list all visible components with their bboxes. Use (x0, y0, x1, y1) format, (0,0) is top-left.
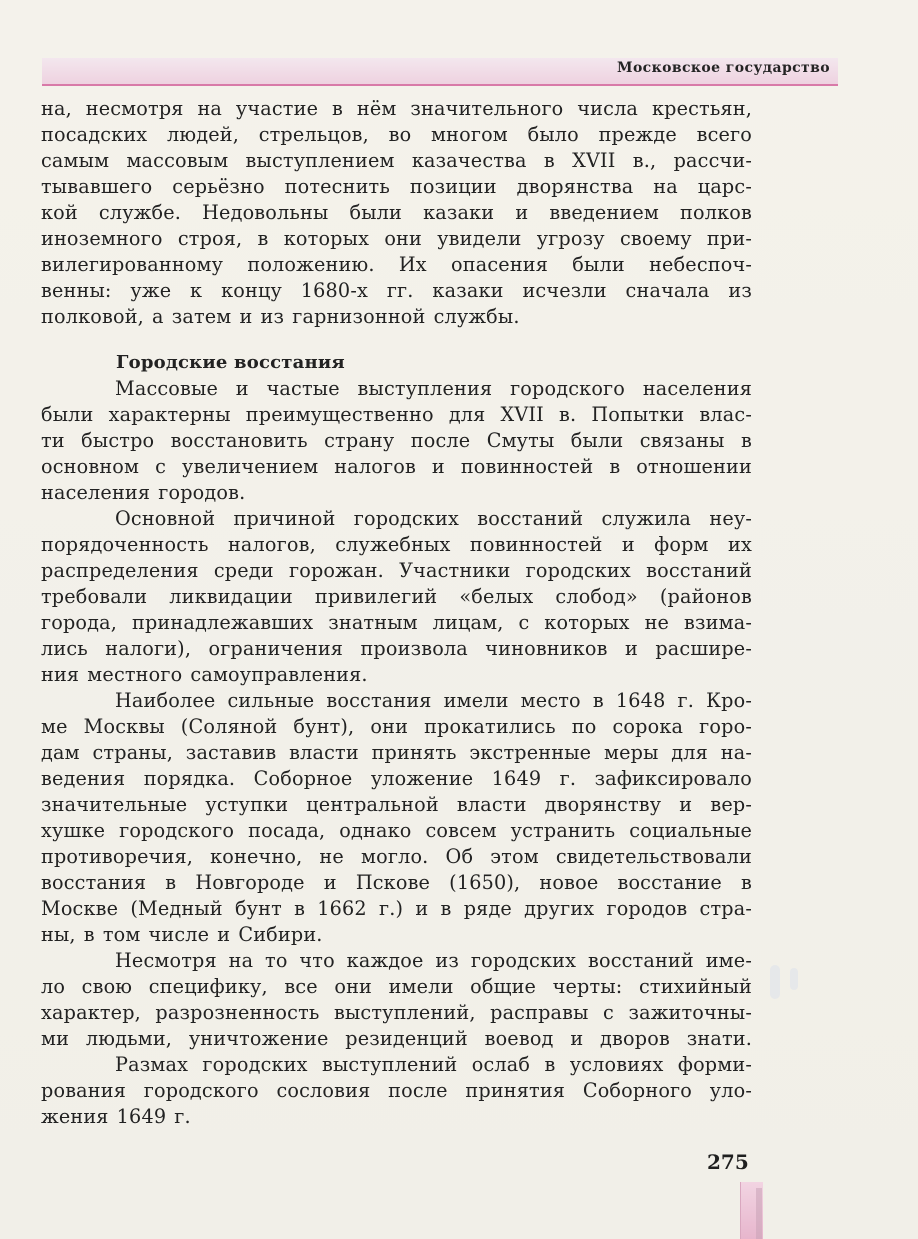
text-line: ти быстро восстановить страну после Смуты были связаны в (41, 429, 752, 452)
text-line: были характерны преимущественно для XVII в. Попытки влас- (41, 403, 752, 426)
running-header (42, 58, 838, 86)
text-line: восстания в Новгороде и Пскове (1650), новое восстание в (41, 871, 752, 894)
text-line: полковой, а затем и из гарнизонной службы. (41, 305, 520, 328)
text-line: хушке городского посада, однако совсем устранить социальные (41, 819, 752, 842)
text-line: иноземного строя, в которых они увидели угрозу своему при- (41, 227, 752, 250)
text-line: основном с увеличением налогов и повинностей в отношении (41, 455, 752, 478)
text-line: ния местного самоуправления. (41, 663, 368, 686)
scan-smudge (790, 968, 798, 990)
text-line: самым массовым выступлением казачества в XVII в., рассчи- (41, 149, 752, 172)
text-line: города, принадлежавших знатным лицам, с которых не взима- (41, 611, 752, 634)
text-line: населения городов. (41, 481, 246, 504)
text-line: порядоченность налогов, служебных повинностей и форм их (41, 533, 752, 556)
text-line: жения 1649 г. (41, 1105, 191, 1128)
text-line: требовали ликвидации привилегий «белых слобод» (районов (41, 585, 752, 608)
text-line: характер, разрозненность выступлений, расправы с зажиточны- (41, 1001, 752, 1024)
text-line: лись налоги), ограничения произвола чиновников и расшире- (41, 637, 752, 660)
text-line: ведения порядка. Соборное уложение 1649 г. зафиксировало (41, 767, 752, 790)
text-line: Размах городских выступлений ослаб в условиях форми- (115, 1053, 752, 1076)
text-line: ло свою специфику, все они имели общие черты: стихийный (41, 975, 752, 998)
page-edge-shadow (756, 1188, 762, 1239)
text-line: Наиболее сильные восстания имели место в 1648 г. Кро- (115, 689, 752, 712)
page-number: 275 (707, 1150, 749, 1174)
text-line: противоречия, конечно, не могло. Об этом свидетельствовали (41, 845, 752, 868)
section-spacer (41, 330, 752, 350)
text-line: кой службе. Недовольны были казаки и введением полков (41, 201, 752, 224)
text-line: ны, в том числе и Сибири. (41, 923, 323, 946)
running-header-title: Московское государство (617, 60, 830, 76)
text-line: Несмотря на то что каждое из городских восстаний име- (115, 949, 752, 972)
text-line: посадских людей, стрельцов, во многом было прежде всего (41, 123, 752, 146)
scan-smudge (770, 965, 780, 999)
text-line: на, несмотря на участие в нём значительного числа крестьян, (41, 97, 752, 120)
text-line: Массовые и частые выступления городского населения (115, 377, 752, 400)
text-line: тывавшего серьёзно потеснить позиции дворянства на царс- (41, 175, 752, 198)
text-line: ме Москвы (Соляной бунт), они прокатились по сорока горо- (41, 715, 752, 738)
section-heading: Городские восстания (116, 352, 345, 373)
text-line: дам страны, заставив власти принять экстренные меры для на- (41, 741, 752, 764)
text-line: значительные уступки центральной власти дворянству и вер- (41, 793, 752, 816)
text-line: Основной причиной городских восстаний служила неу- (115, 507, 752, 530)
text-line: вилегированному положению. Их опасения были небеспоч- (41, 253, 752, 276)
text-line: ми людьми, уничтожение резиденций воевод и дворов знати. (41, 1027, 752, 1050)
text-line: распределения среди горожан. Участники городских восстаний (41, 559, 752, 582)
text-line: Москве (Медный бунт в 1662 г.) и в ряде других городов стра- (41, 897, 752, 920)
body-text (41, 96, 752, 1130)
text-line: венны: уже к концу 1680-х гг. казаки исчезли сначала из (41, 279, 752, 302)
text-line: рования городского сословия после принятия Соборного уло- (41, 1079, 752, 1102)
